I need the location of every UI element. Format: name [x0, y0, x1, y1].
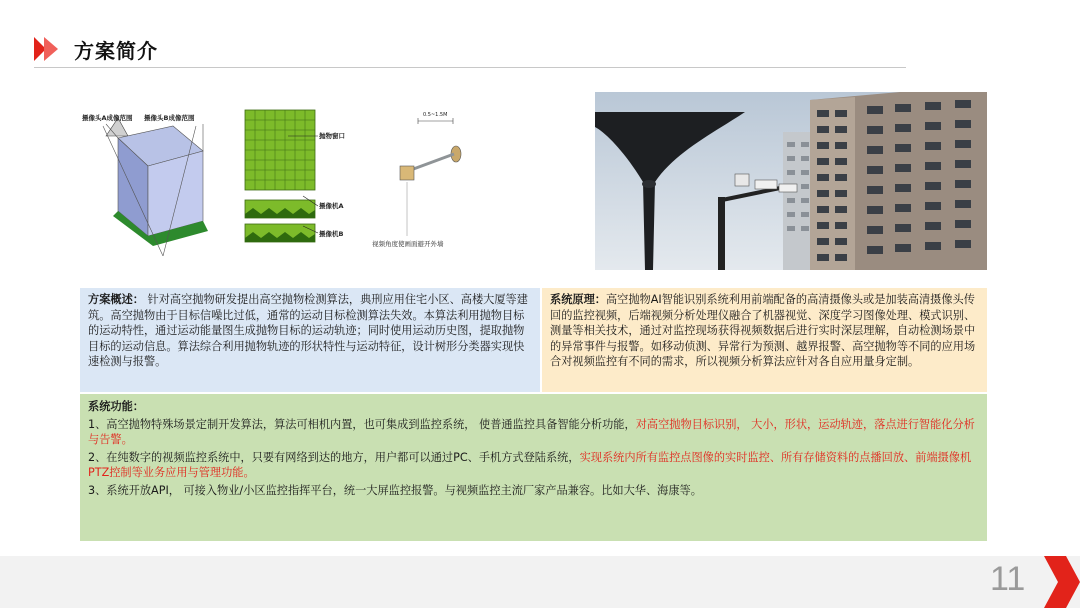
- principle-text: 高空抛物AI智能识别系统利用前端配备的高清摄像头或是加装高清摄像头传回的监控视频，后端视频分析处理仪融合了机器视觉、深度学习图像处理、模式识别、测量等相关技术，通过对监控现场获得视频数据后进行实时深层理解，自动检测场景中的异常事件与报警。如移动侦测、异常行为预测、越界报警、高空抛物等不同的应用场合对视频监控有不同的需求，所以视频分析算法应针对各自应用量身定制。: [550, 293, 976, 369]
- camera-mount-illustration: [400, 118, 461, 236]
- cam-a-label: 摄像机A: [319, 202, 344, 210]
- function-item-2: [88, 450, 979, 481]
- page-title: 方案简介: [74, 38, 158, 63]
- principle-box: [542, 288, 987, 392]
- principle-label: 系统原理：: [550, 293, 606, 306]
- overview-text: 针对高空抛物研发提出高空抛物检测算法，典刑应用住宅小区、高楼大厦等建筑。高空抛物由于目标信噪比过低，通常的运动目标检测算法失效。本算法利用抛物目标的运动特性，通过运动能量图生成抛物目标的运动轨迹；同时使用运动历史图，提取抛物目标的运动信息。算法综合利用抛物轨迹的形状特性与运动特征，设计树形分类器实现快速检测与报警。: [88, 293, 528, 369]
- street-camera-photo: [595, 92, 987, 270]
- dimension-label: 0.5~1.5M: [423, 112, 448, 118]
- chevron-icon: [1040, 556, 1080, 608]
- function-item-2-text: 2、在纯数字的视频监控系统中，只要有网络到达的地方，用户都可以通过PC、手机方式登陆系统，: [88, 450, 580, 464]
- function-item-3: 3、系统开放API， 可接入物业/小区监控指挥平台，统一大屏监控报警。与视频监控主流厂家产品兼容。比如大华、海康等。: [88, 483, 702, 497]
- cam-b-range-label: 摄像头B成像范围: [144, 114, 195, 122]
- cam-a-range-label: 摄像头A成像范围: [82, 114, 133, 122]
- function-item-1: [88, 417, 979, 448]
- page-number: 11: [990, 560, 1026, 598]
- cam-b-label: 摄像机B: [319, 230, 344, 238]
- function-item-1-highlight: 对高空抛物目标识别， 大小，形状，运动轨迹，落点进行智能化分析与告警。: [88, 417, 975, 447]
- functions-title: 系统功能：: [88, 400, 144, 413]
- functions-box: [80, 394, 987, 541]
- footer-band: [0, 556, 1080, 608]
- camera-coverage-diagram: [78, 96, 478, 256]
- building-coverage-illustration: [103, 118, 208, 256]
- header-divider: [34, 67, 906, 68]
- overview-label: 方案概述：: [88, 293, 144, 306]
- slide-header: [34, 33, 158, 65]
- function-item-1-text: 1、高空抛物特殊场景定制开发算法，算法可相机内置，也可集成到监控系统， 使普通监控具备智能分析功能，: [88, 417, 636, 431]
- facade-window-illustration: [245, 110, 318, 242]
- double-chevron-icon: [34, 37, 68, 61]
- overview-box: [80, 288, 540, 392]
- function-item-2-highlight: 实现系统内所有监控点图像的实时监控、所有存储资料的点播回放、前端摄像机PTZ控制等业务应用与管理功能。: [88, 450, 972, 480]
- window-label: 抛物窗口: [319, 132, 345, 140]
- mount-label: 视频角度使画面避开外墙: [372, 240, 444, 248]
